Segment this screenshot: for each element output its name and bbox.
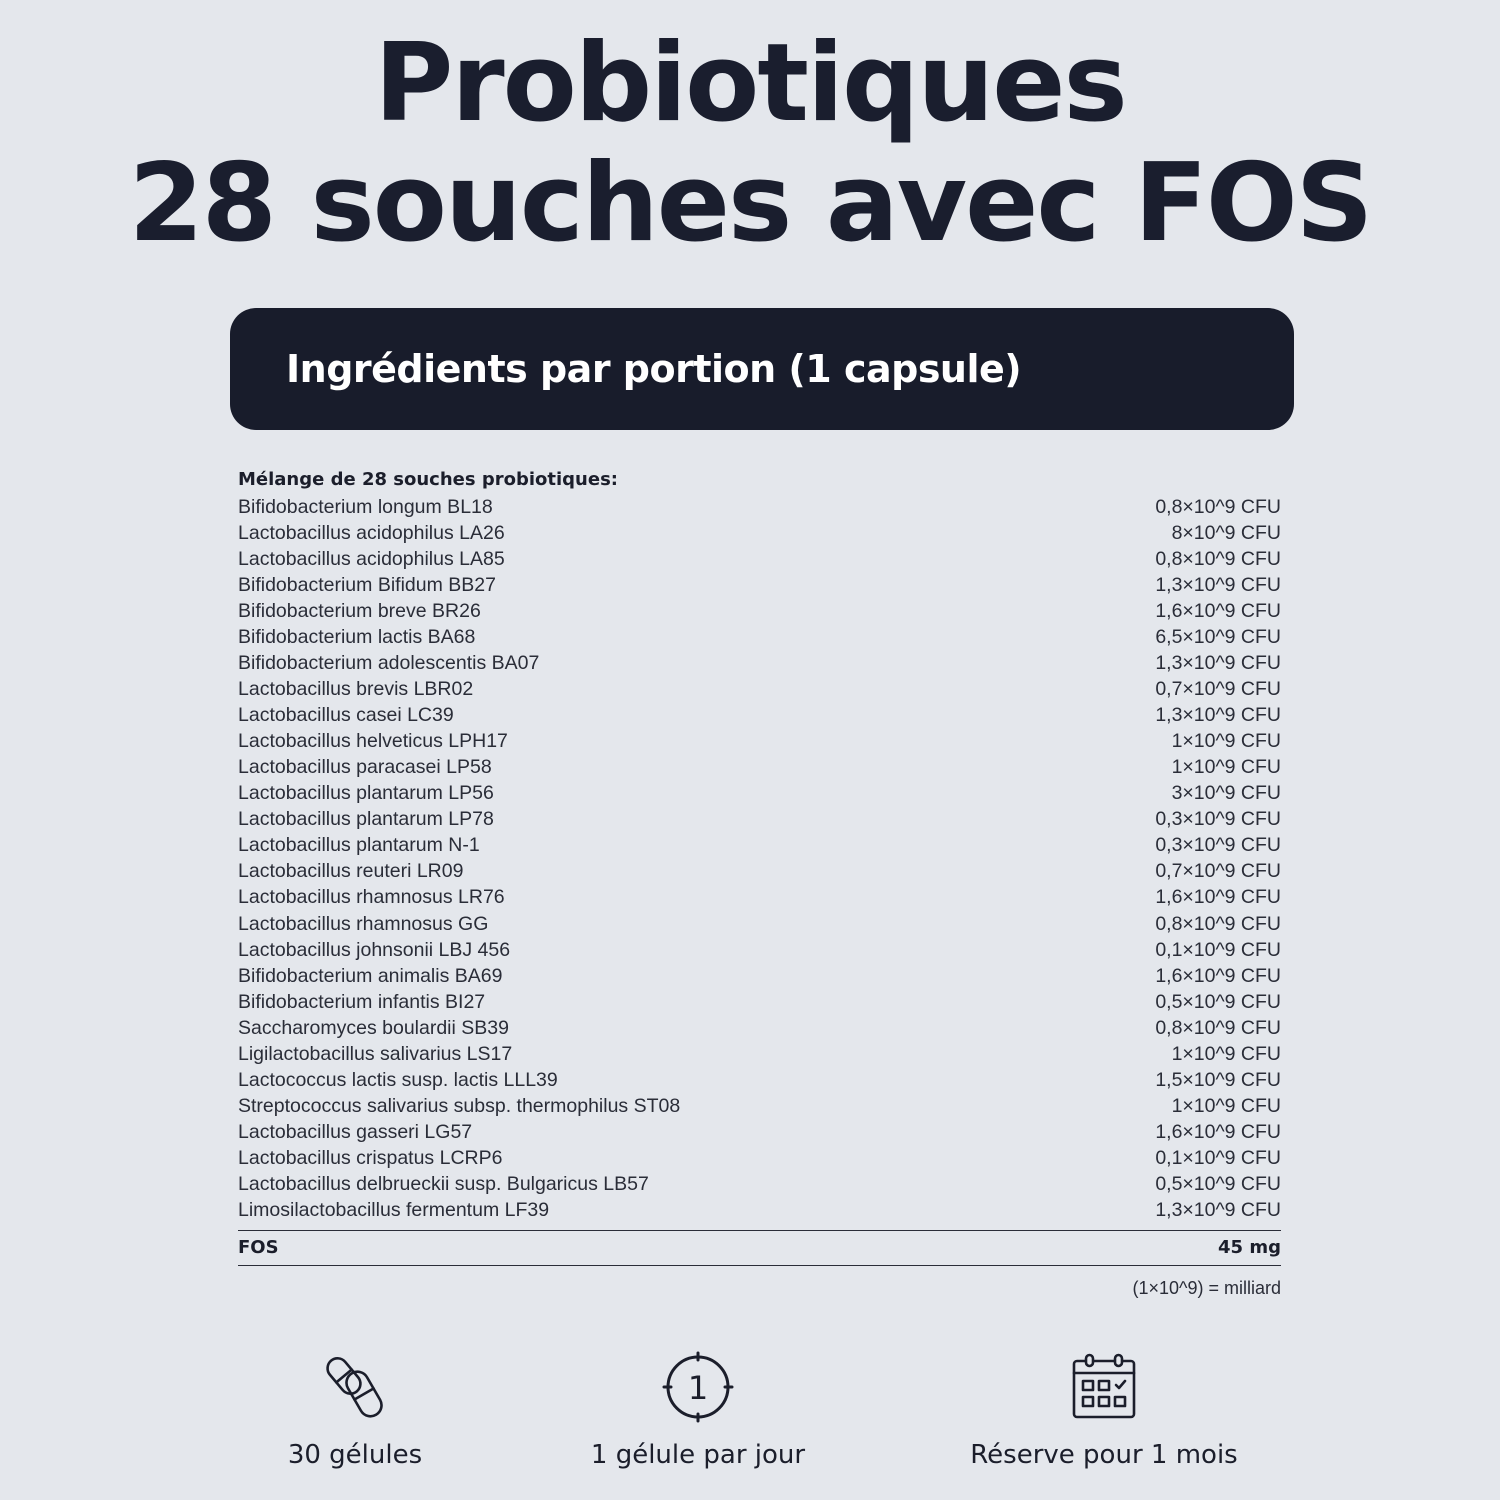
table-row: [238, 572, 1281, 598]
strain-name: Lactobacillus rhamnosus GG: [238, 912, 489, 935]
number-one-circle-icon: [661, 1350, 735, 1424]
feature-supply: [924, 1350, 1284, 1470]
fos-name: FOS: [238, 1237, 279, 1259]
strain-name: Lactobacillus delbrueckii susp. Bulgaricus LB57: [238, 1173, 649, 1196]
strain-name: Lactococcus lactis susp. lactis LLL39: [238, 1068, 558, 1091]
strain-name: Lactobacillus casei LC39: [238, 704, 454, 727]
strain-cfu-value: 1×10^9 CFU: [1171, 1094, 1281, 1117]
strain-name: Lactobacillus johnsonii LBJ 456: [238, 938, 511, 961]
strain-name: Streptococcus salivarius subsp. thermophilus ST08: [238, 1094, 681, 1117]
strain-cfu-value: 0,8×10^9 CFU: [1155, 1016, 1281, 1039]
table-row: [238, 989, 1281, 1015]
page-title-line-2: 28 souches avec FOS: [128, 141, 1372, 266]
table-row: [238, 729, 1281, 755]
table-row: [238, 755, 1281, 781]
strain-name: Bifidobacterium infantis BI27: [238, 990, 486, 1013]
table-row: [238, 546, 1281, 572]
feature-supply-label: Réserve pour 1 mois: [970, 1440, 1238, 1470]
table-row: [238, 1146, 1281, 1172]
strain-cfu-value: 0,5×10^9 CFU: [1155, 990, 1281, 1013]
strain-name: Lactobacillus gasseri LG57: [238, 1121, 473, 1144]
fos-row: [238, 1230, 1281, 1266]
strain-name: Bifidobacterium lactis BA68: [238, 625, 476, 648]
strain-cfu-value: 0,8×10^9 CFU: [1155, 495, 1281, 518]
table-row: [238, 807, 1281, 833]
strain-name: Lactobacillus acidophilus LA85: [238, 547, 505, 570]
strain-cfu-value: 3×10^9 CFU: [1171, 782, 1281, 805]
strain-name: Lactobacillus plantarum LP78: [238, 808, 494, 831]
strain-cfu-value: 1×10^9 CFU: [1171, 1042, 1281, 1065]
table-row: [238, 937, 1281, 963]
table-row: [238, 1015, 1281, 1041]
strain-name: Limosilactobacillus fermentum LF39: [238, 1199, 550, 1222]
strain-list: [238, 494, 1281, 1224]
icon-number-text: 1: [687, 1369, 709, 1407]
table-row: [238, 781, 1281, 807]
table-row: [238, 1198, 1281, 1224]
strain-name: Lactobacillus plantarum LP56: [238, 782, 494, 805]
table-row: [238, 676, 1281, 702]
table-row: [238, 650, 1281, 676]
blend-label: Mélange de 28 souches probiotiques:: [238, 469, 618, 490]
strain-cfu-value: 0,8×10^9 CFU: [1155, 912, 1281, 935]
table-row: [238, 833, 1281, 859]
table-row: [238, 963, 1281, 989]
strain-cfu-value: 1,6×10^9 CFU: [1155, 1121, 1281, 1144]
strain-name: Ligilactobacillus salivarius LS17: [238, 1042, 513, 1065]
strain-cfu-value: 1,3×10^9 CFU: [1155, 1199, 1281, 1222]
strain-name: Lactobacillus reuteri LR09: [238, 860, 464, 883]
strain-cfu-value: 1,5×10^9 CFU: [1155, 1068, 1281, 1091]
strain-cfu-value: 0,8×10^9 CFU: [1155, 547, 1281, 570]
strain-cfu-value: 1,6×10^9 CFU: [1155, 599, 1281, 622]
table-row: [238, 624, 1281, 650]
strain-name: Bifidobacterium Bifidum BB27: [238, 573, 496, 596]
strain-cfu-value: 1,3×10^9 CFU: [1155, 704, 1281, 727]
page-title-line-1: Probiotiques: [374, 21, 1126, 146]
strain-cfu-value: 0,5×10^9 CFU: [1155, 1173, 1281, 1196]
strain-name: Lactobacillus rhamnosus LR76: [238, 886, 505, 909]
strain-cfu-value: 0,7×10^9 CFU: [1155, 677, 1281, 700]
strain-cfu-value: 1×10^9 CFU: [1171, 756, 1281, 779]
strain-name: Saccharomyces boulardii SB39: [238, 1016, 509, 1039]
strain-name: Lactobacillus brevis LBR02: [238, 677, 474, 700]
ingredients-table: [238, 466, 1281, 1299]
strain-cfu-value: 0,3×10^9 CFU: [1155, 834, 1281, 857]
strain-cfu-value: 1,3×10^9 CFU: [1155, 573, 1281, 596]
strain-name: Lactobacillus plantarum N-1: [238, 834, 480, 857]
strain-cfu-value: 0,1×10^9 CFU: [1155, 1147, 1281, 1170]
strain-name: Lactobacillus acidophilus LA26: [238, 521, 505, 544]
feature-capsules-label: 30 gélules: [287, 1440, 423, 1470]
ingredients-header-bar: [230, 308, 1294, 430]
strain-name: Lactobacillus helveticus LPH17: [238, 730, 508, 753]
calendar-icon: [1067, 1350, 1141, 1424]
table-row: [238, 703, 1281, 729]
strain-name: Lactobacillus paracasei LP58: [238, 756, 492, 779]
table-row: [238, 1041, 1281, 1067]
strain-cfu-value: 1×10^9 CFU: [1171, 730, 1281, 753]
table-row: [238, 1093, 1281, 1119]
table-row: [238, 1172, 1281, 1198]
table-row: [238, 520, 1281, 546]
strain-name: Lactobacillus crispatus LCRP6: [238, 1147, 503, 1170]
strain-cfu-value: 8×10^9 CFU: [1171, 521, 1281, 544]
strain-cfu-value: 1,6×10^9 CFU: [1155, 964, 1281, 987]
feature-daily-dose: [518, 1350, 878, 1470]
feature-daily-dose-label: 1 gélule par jour: [590, 1440, 806, 1470]
table-row: [238, 598, 1281, 624]
strain-cfu-value: 0,7×10^9 CFU: [1155, 860, 1281, 883]
strain-cfu-value: 0,1×10^9 CFU: [1155, 938, 1281, 961]
table-row: [238, 911, 1281, 937]
fos-value: 45 mg: [1218, 1237, 1281, 1259]
table-row: [238, 1067, 1281, 1093]
capsules-icon: [318, 1350, 392, 1424]
strain-name: Bifidobacterium breve BR26: [238, 599, 481, 622]
footnote: (1×10^9) = milliard: [1132, 1277, 1281, 1298]
table-row: [238, 885, 1281, 911]
feature-capsules: [175, 1350, 535, 1470]
strain-cfu-value: 1,6×10^9 CFU: [1155, 886, 1281, 909]
table-row: [238, 494, 1281, 520]
strain-name: Bifidobacterium longum BL18: [238, 495, 493, 518]
strain-cfu-value: 1,3×10^9 CFU: [1155, 651, 1281, 674]
table-row: [238, 1120, 1281, 1146]
strain-cfu-value: 6,5×10^9 CFU: [1155, 625, 1281, 648]
strain-name: Bifidobacterium animalis BA69: [238, 964, 503, 987]
strain-cfu-value: 0,3×10^9 CFU: [1155, 808, 1281, 831]
ingredients-header-text: Ingrédients par portion (1 capsule): [286, 347, 1022, 391]
table-row: [238, 859, 1281, 885]
strain-name: Bifidobacterium adolescentis BA07: [238, 651, 540, 674]
